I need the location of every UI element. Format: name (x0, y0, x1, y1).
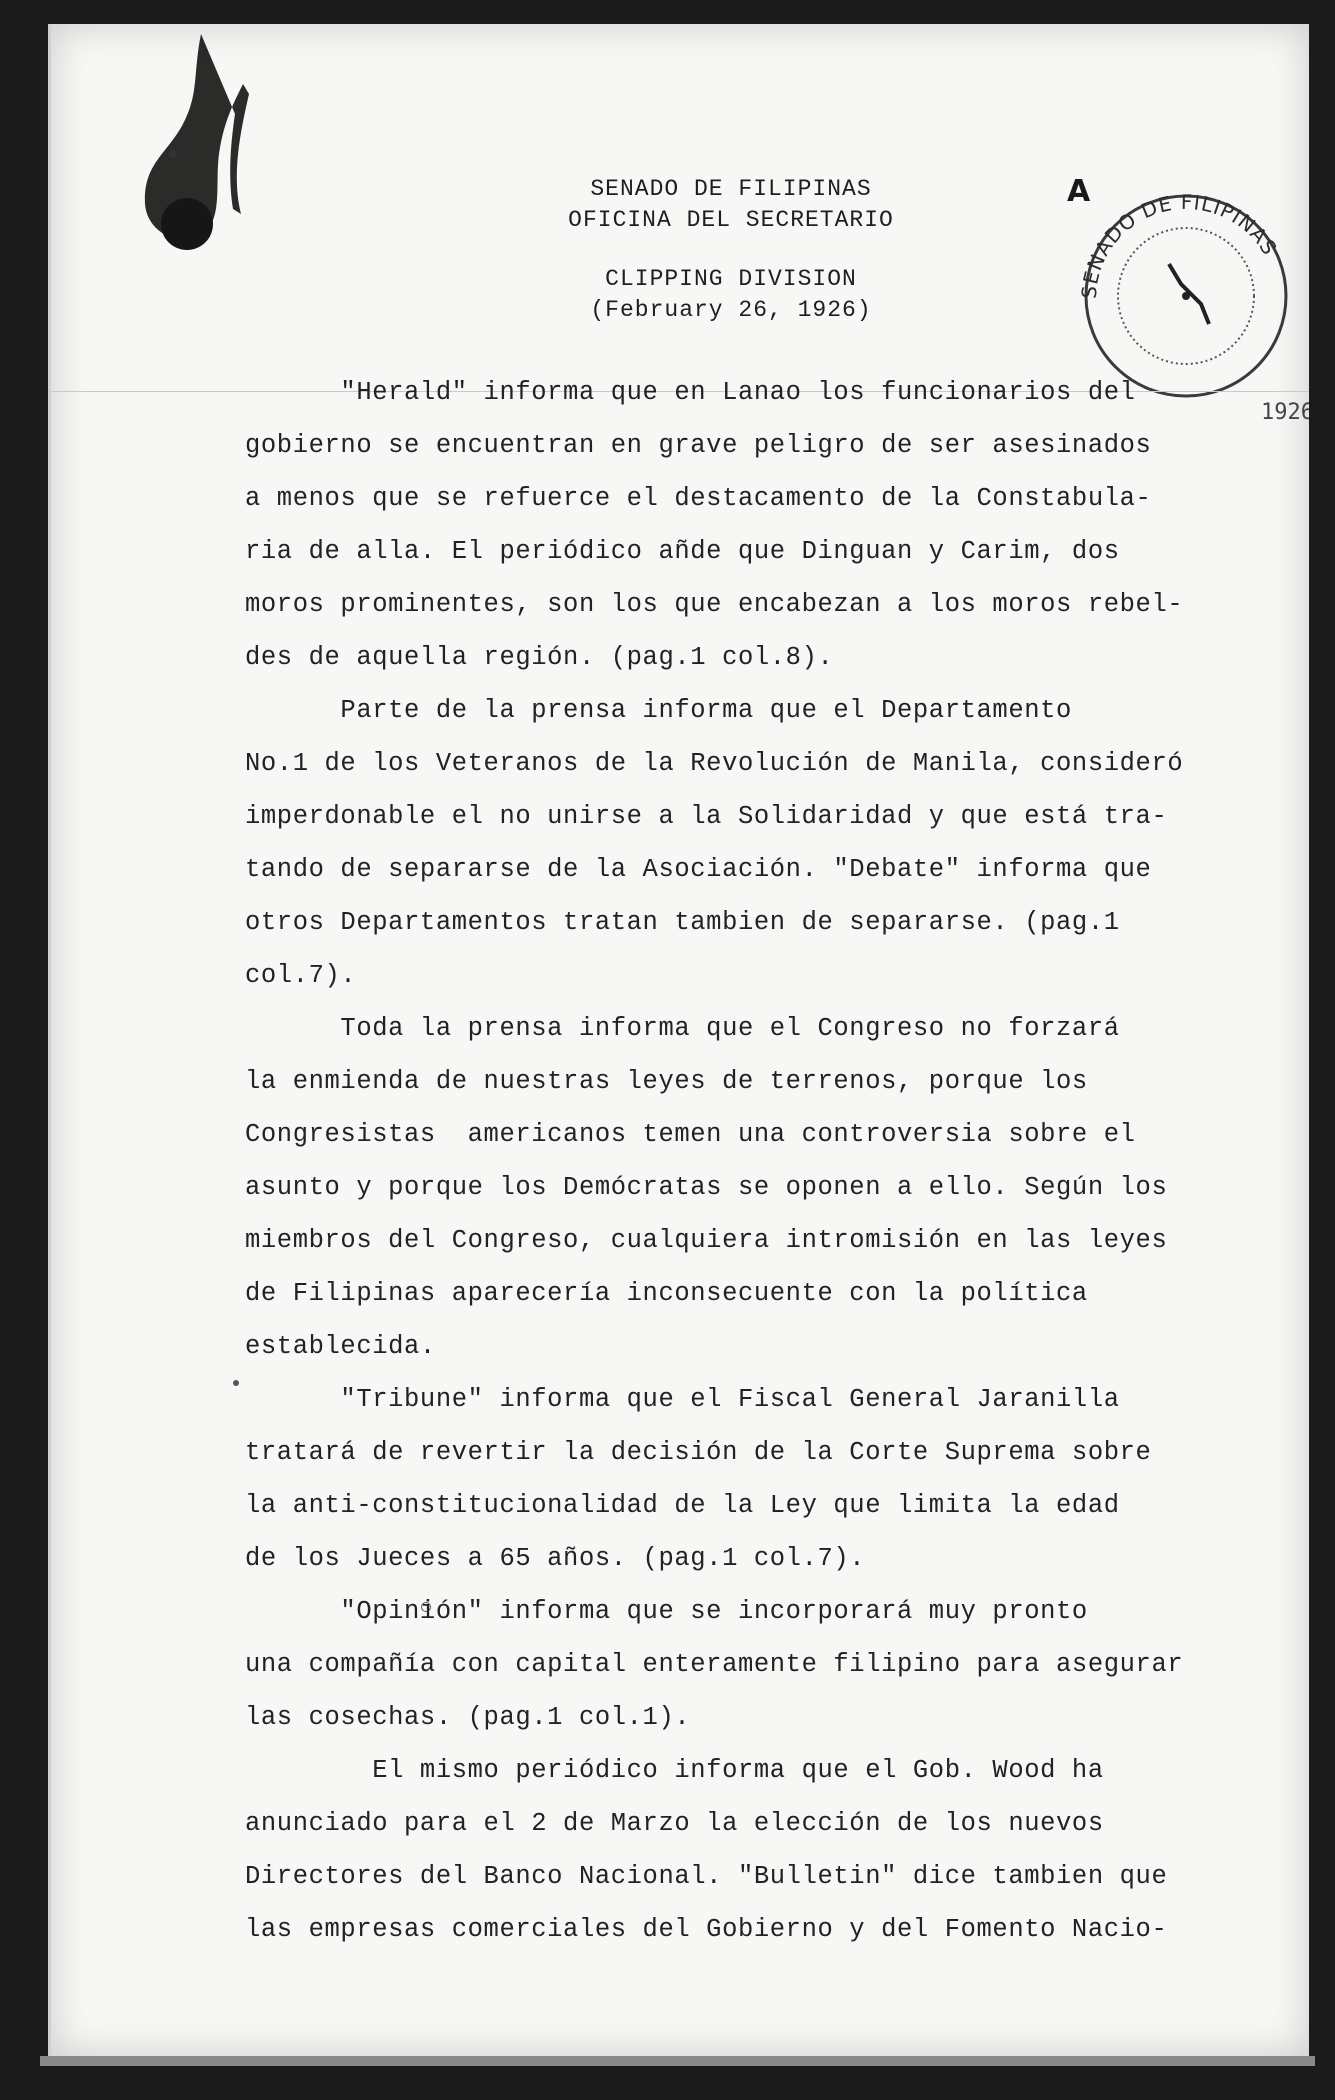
text-line: Directores del Banco Nacional. "Bulletin" dice tambien que (245, 1862, 1168, 1891)
annotation-letter: A (1067, 174, 1091, 209)
text-line: No.1 de los Veteranos de la Revolución de Manila, consideró (245, 749, 1184, 778)
text-line: tando de separarse de la Asociación. "Debate" informa que (245, 855, 1152, 884)
text-line: establecida. (245, 1332, 436, 1361)
text-line: la anti-constitucionalidad de la Ley que limita la edad (245, 1491, 1120, 1520)
text-line: El mismo periódico informa que el Gob. Wood ha (245, 1756, 1104, 1785)
text-line: la enmienda de nuestras leyes de terrenos, porque los (245, 1067, 1088, 1096)
text-line: Toda la prensa informa que el Congreso no forzará (245, 1014, 1120, 1043)
document-page (48, 24, 1314, 2056)
text-line: imperdonable el no unirse a la Solidaridad y que está tra- (245, 802, 1168, 831)
text-line: las cosechas. (pag.1 col.1). (245, 1703, 691, 1732)
text-line: gobierno se encuentran en grave peligro de ser asesinados (245, 431, 1152, 460)
header-office: OFICINA DEL SECRETARIO (568, 207, 894, 233)
text-line: "Opinión" informa que se incorporará muy pronto (245, 1597, 1088, 1626)
text-line: miembros del Congreso, cualquiera intromisión en las leyes (245, 1226, 1168, 1255)
header-senate: SENADO DE FILIPINAS (590, 176, 872, 202)
header-date: (February 26, 1926) (590, 297, 872, 323)
stamp-ring-text: SENADO DE FILIPINAS (1076, 189, 1282, 300)
text-line: las empresas comerciales del Gobierno y del Fomento Nacio- (245, 1915, 1168, 1944)
text-line: "Tribune" informa que el Fiscal General Jaranilla (245, 1385, 1120, 1414)
text-line: una compañía con capital enteramente filipino para asegurar (245, 1650, 1184, 1679)
text-line: de los Jueces a 65 años. (pag.1 col.7). (245, 1544, 866, 1573)
text-line: col.7). (245, 961, 357, 990)
document-body (245, 366, 1245, 1956)
text-line: asunto y porque los Demócratas se oponen a ello. Según los (245, 1173, 1168, 1202)
header-division: CLIPPING DIVISION (605, 266, 857, 292)
text-line: Congresistas americanos temen una controversia sobre el (245, 1120, 1136, 1149)
text-line: a menos que se refuerce el destacamento de la Constabula- (245, 484, 1152, 513)
text-line: "Herald" informa que en Lanao los funcionarios del (245, 378, 1136, 407)
text-line: otros Departamentos tratan tambien de separarse. (pag.1 (245, 908, 1120, 937)
document-header (451, 174, 1011, 326)
text-line: anunciado para el 2 de Marzo la elección de los nuevos (245, 1809, 1104, 1838)
page-bottom-edge (40, 2056, 1315, 2066)
text-line: Parte de la prensa informa que el Departamento (245, 696, 1072, 725)
ink-blot-mark (123, 34, 273, 274)
text-line: tratará de revertir la decisión de la Corte Suprema sobre (245, 1438, 1152, 1467)
text-line: de Filipinas aparecería inconsecuente con la política (245, 1279, 1088, 1308)
text-line: des de aquella región. (pag.1 col.8). (245, 643, 834, 672)
stray-dot (233, 1380, 239, 1386)
stamp-year: 1926 (1261, 400, 1314, 424)
text-line: ria de alla. El periódico añde que Dinguan y Carim, dos (245, 537, 1120, 566)
text-line: moros prominentes, son los que encabezan a los moros rebel- (245, 590, 1184, 619)
